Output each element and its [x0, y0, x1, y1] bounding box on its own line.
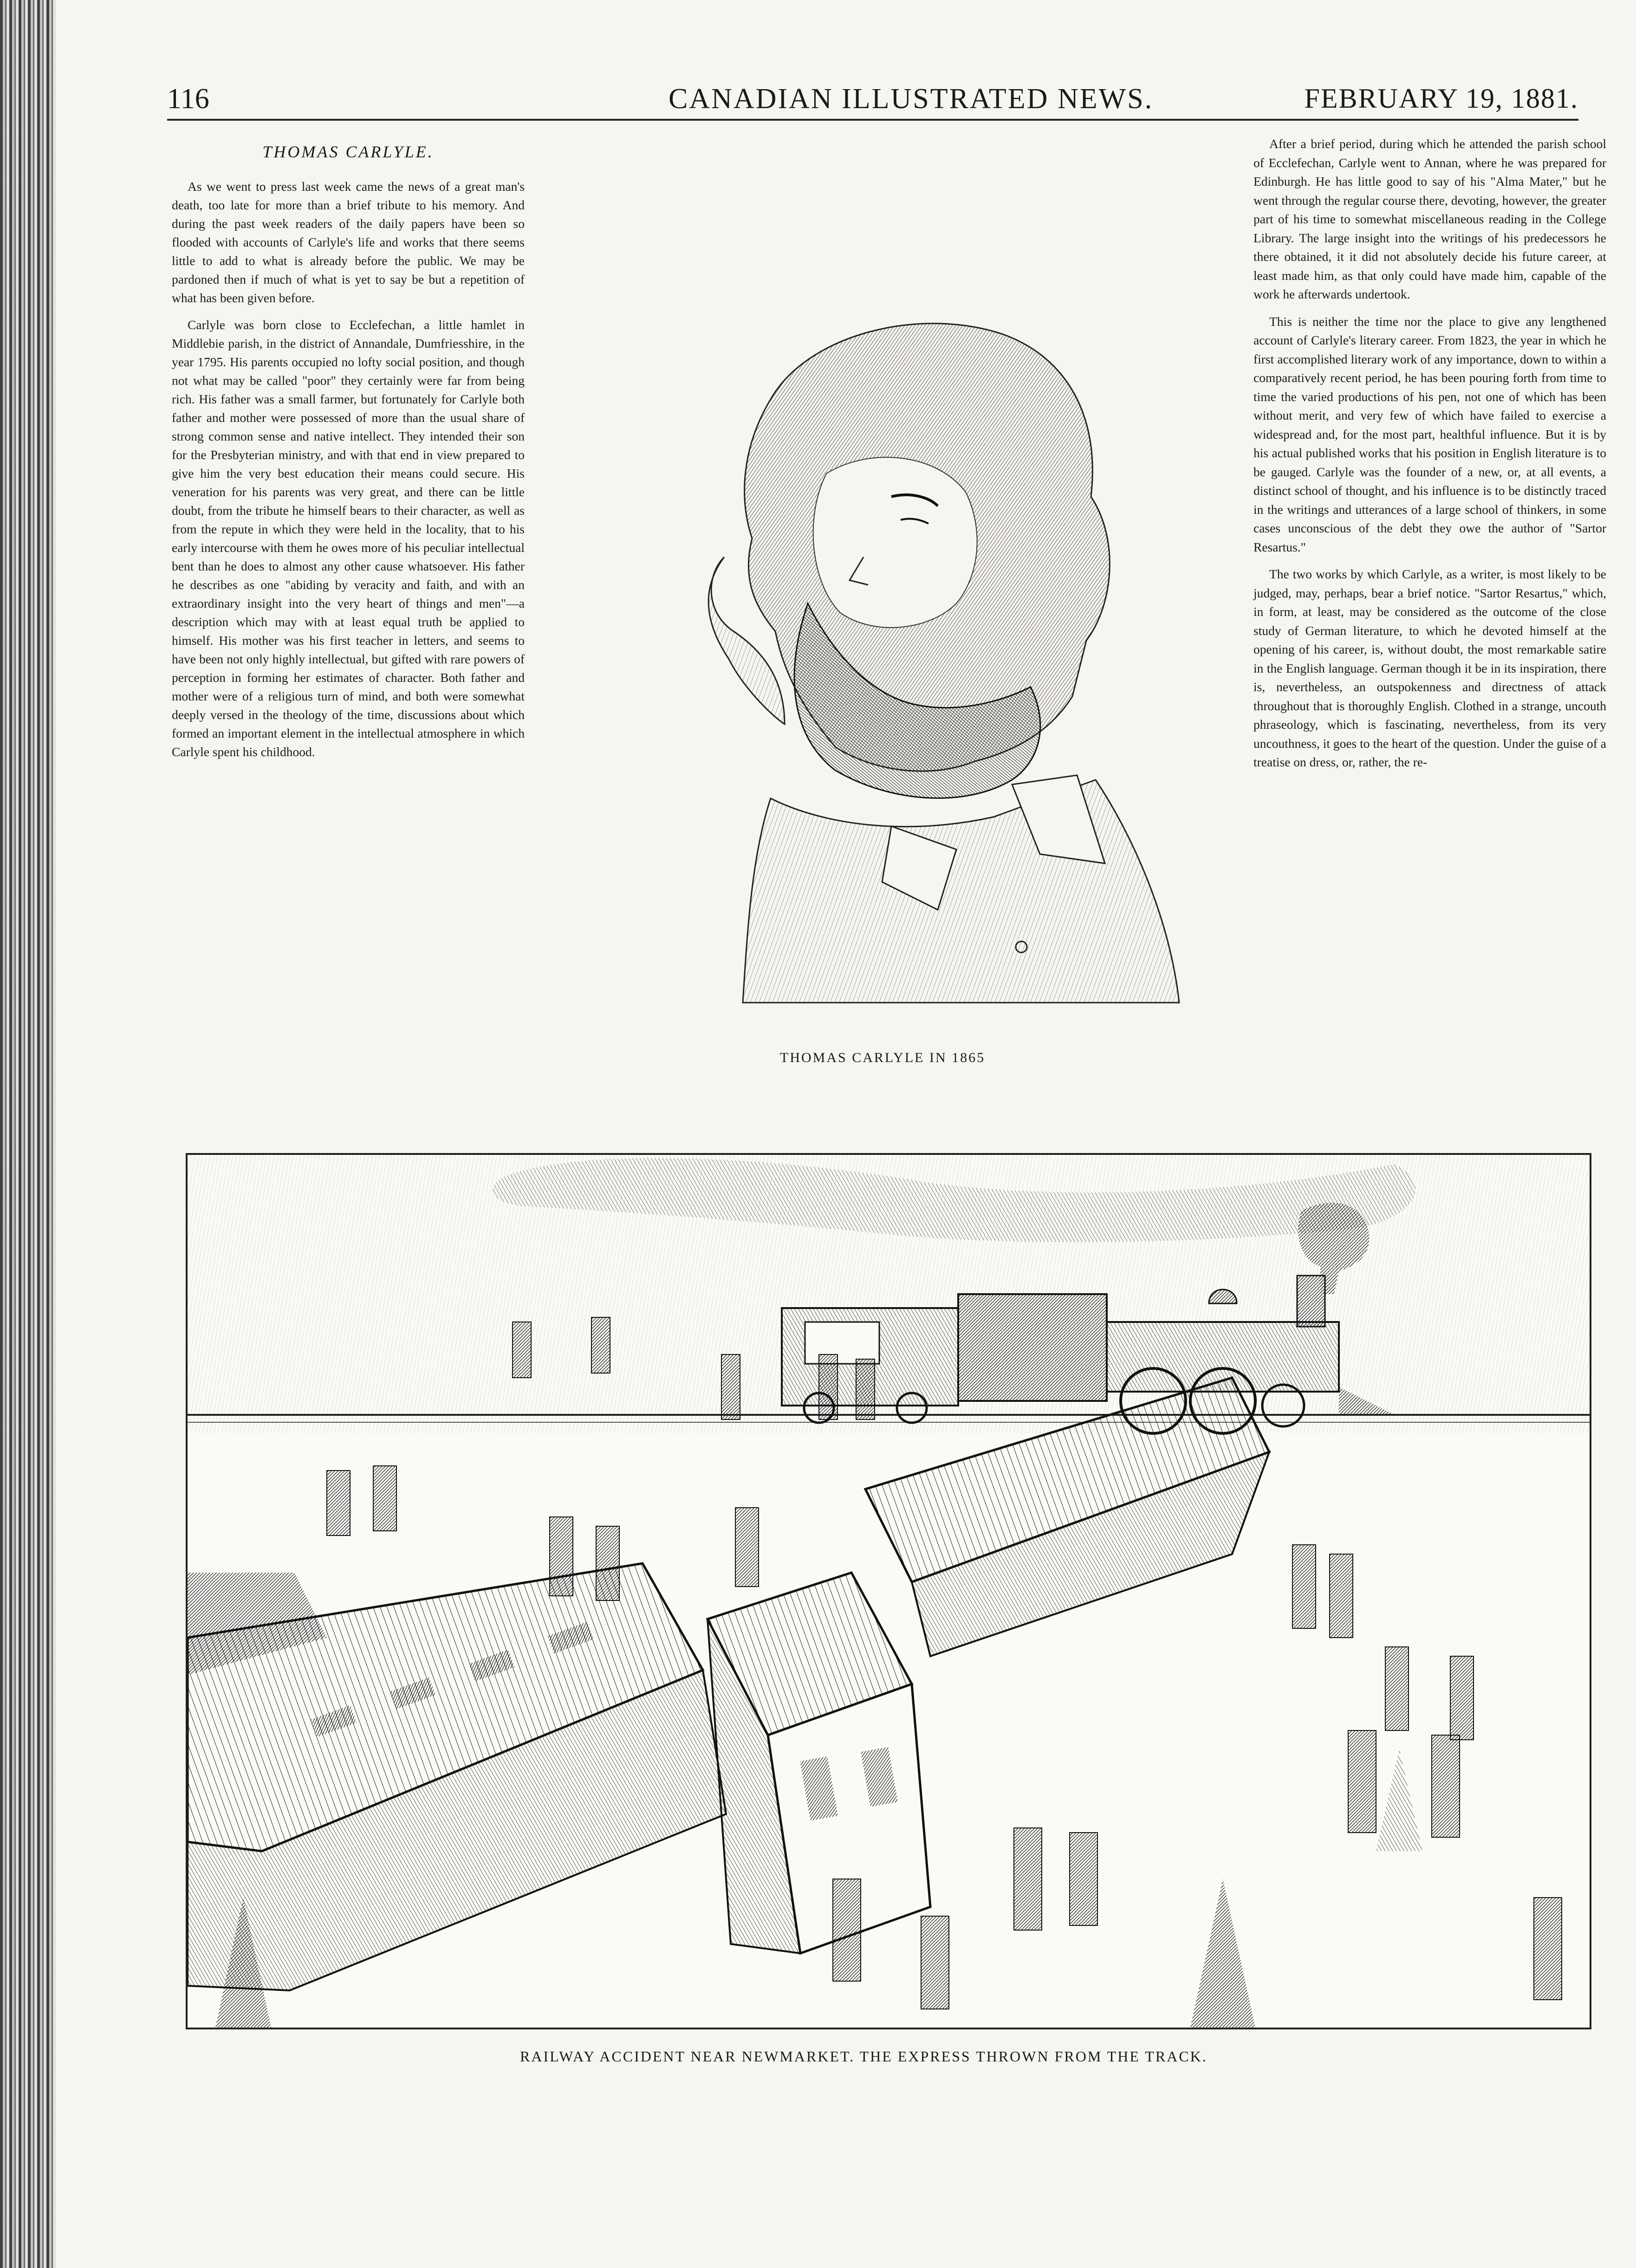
left-paragraph-2: Carlyle was born close to Ecclefechan, a little hamlet in Middlebie parish, in the district of Annandale, Dumfriesshire, in the year 1795. His parents occupied no lofty social position, and though not what may be called "poor" they certainly were far from being rich. His father was a small farmer, but fortunately for Carlyle both father and mother were possessed of more than the usual share of strong common sense and native intellect. They intended their son for the Presbyterian ministry, and with that end in view prepared to give him the very best education their means could secure. His veneration for his parents was very great, and there can be little doubt, from the tribute he himself bears to their character, as well as from the repute in which they were held in the locality, that to his early intercourse with them he owes more of his peculiar intellectual bent than he does to almost any other cause whatsoever. His father he describes as one "abiding by veracity and faith, and with an extraordinary insight into the very heart of things and men"—a description which may with at least equal truth be applied to himself. His mother was his first teacher in letters, and seems to have been not only highly intellectual, but gifted with rare powers of perception in forming her estimates of character. Both father and mother were of a religious turn of mind, and both were somewhat deeply versed in the theology of the time, discussions about which formed an important element in the intellectual atmosphere in which Carlyle spent his childhood.	[172, 318, 525, 759]
portrait-caption: THOMAS CARLYLE IN 1865	[780, 1050, 986, 1065]
right-paragraph-1: After a brief period, during which he attended the parish school of Ecclefechan, Carlyle went to Annan, where he was prepared for Edinburgh. He has little good to say of his "Alma Mater," but he went through the regular course there, devoting, however, the greater part of his time to somewhat miscellaneous reading in the College Library. The large insight into the writings of his predecessors he there obtained, it it did not absolutely decide his future career, at least made him, as that only could have made him, capable of the work he afterwards undertook.	[1253, 136, 1606, 301]
left-column	[172, 139, 525, 770]
masthead: CANADIAN ILLUSTRATED NEWS.	[669, 83, 1154, 115]
binding-edge	[0, 0, 56, 2268]
issue-date: FEBRUARY 19, 1881.	[1304, 83, 1578, 114]
portrait-engraving	[631, 279, 1198, 1021]
railway-accident-engraving	[186, 1153, 1591, 2029]
right-paragraph-2: This is neither the time nor the place to give any lengthened account of Carlyle's literary career. From 1823, the year in which he first accomplished literary work of any importance, down to within a comparatively recent period, he has been pouring forth from time to time the varied productions of his pen, not one of which has been without merit, and very few of which have failed to exercise a widespread and, for the most part, healthful influence. But it is by his actual published works that his position in English literature is to be gauged. Carlyle was the founder of a new, or, at all events, a distinct school of thought, and his influence is to be distinctly traced in the writings and utterances of a large school of thinkers, in some cases unconscious of the debt they owe the author of "Sartor Resartus."	[1253, 314, 1606, 554]
right-column	[1253, 135, 1606, 780]
portrait-illustration	[631, 279, 1198, 1021]
right-paragraph-3: The two works by which Carlyle, as a writer, is most likely to be judged, may, perhaps, bear a brief notice. "Sartor Resartus," which, in form, at least, may be considered as the outcome of the close study of German literature, to which he devoted himself at the opening of his career, is, without doubt, the most remarkable satire in the English language. German though it be in its inspiration, there is, nevertheless, an outspokenness and directness of attack throughout that is thoroughly English. Clothed in a strange, uncouth phraseology, which is fascinating, nevertheless, from its very uncouthness, it goes to the heart of the question. Under the guise of a treatise on dress, or, rather, the re-	[1253, 567, 1606, 769]
page-header	[167, 78, 1578, 120]
railway-accident-illustration	[188, 1155, 1590, 2028]
header-rule	[167, 119, 1578, 121]
page-number: 116	[167, 83, 209, 115]
accident-caption: RAILWAY ACCIDENT NEAR NEWMARKET. THE EXPRESS THROWN FROM THE TRACK.	[520, 2048, 1208, 2065]
left-paragraph-1: As we went to press last week came the news of a great man's death, too late for more than a brief tribute to his memory. And during the past week readers of the daily papers have been so flooded with accounts of Carlyle's life and works that there seems little to add to what is already before the public. We may be pardoned then if much of what is yet to say be but a repetition of what has been given before.	[172, 179, 525, 305]
article-title: THOMAS CARLYLE.	[262, 143, 434, 161]
